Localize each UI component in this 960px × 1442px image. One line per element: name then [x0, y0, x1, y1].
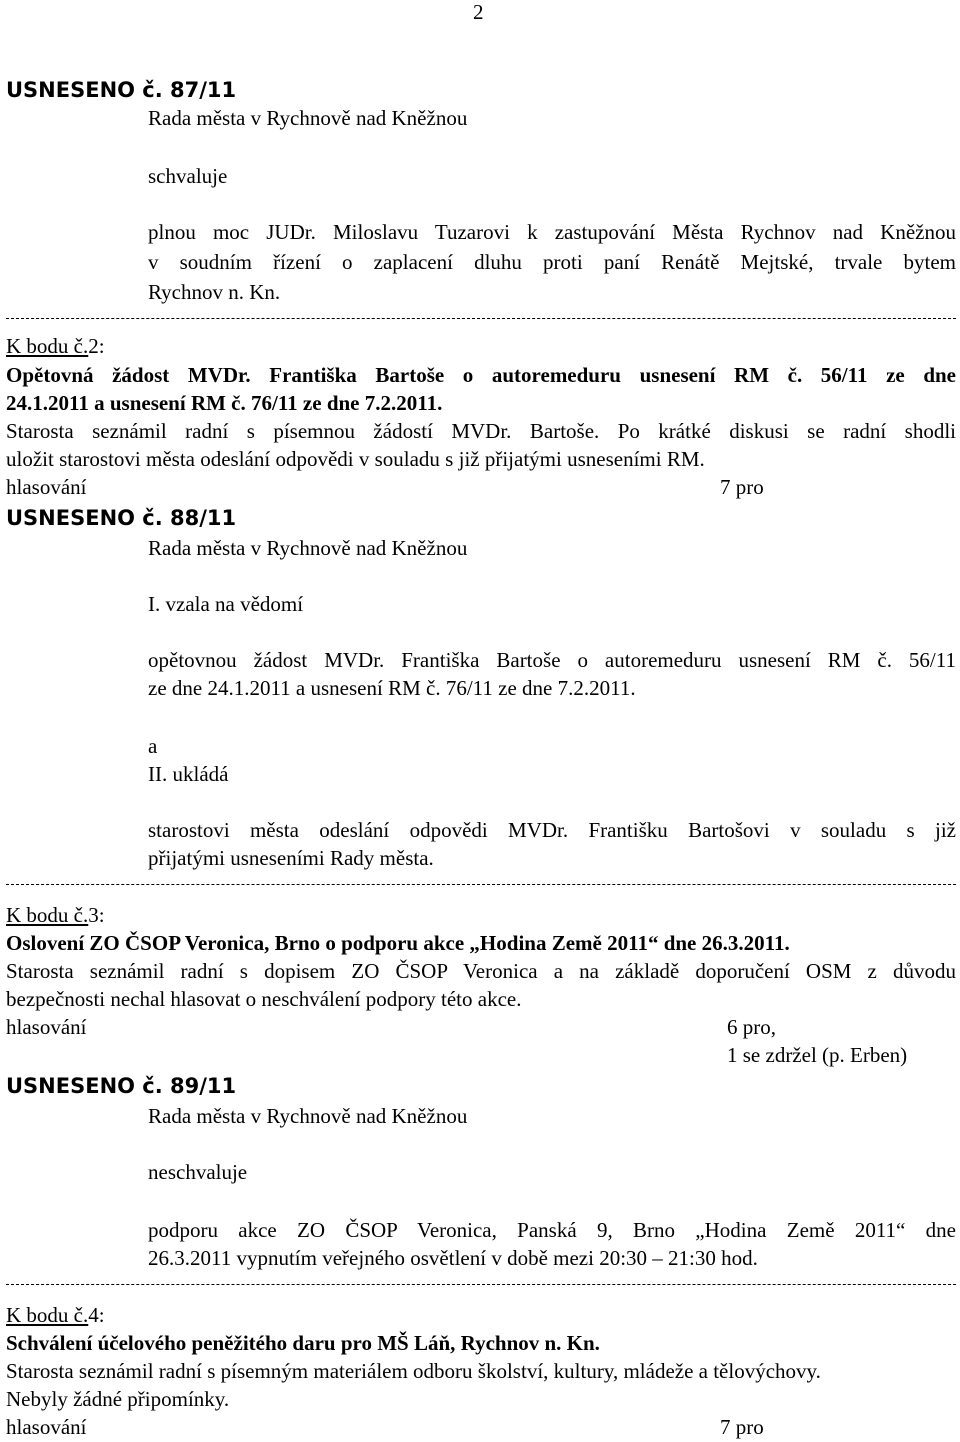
- agenda-item-text: uložit starostovi města odeslání odpovědi v souladu s již přijatými usneseními RM.: [6, 447, 705, 471]
- agenda-item-number: 3:: [88, 903, 105, 927]
- resolution-text-line: 26.3.2011 vypnutím veřejného osvětlení v době mezi 20:30 – 21:30 hod.: [148, 1246, 758, 1270]
- resolution-text-line: starostovi města odeslání odpovědi MVDr. Františku Bartošovi v souladu s již: [148, 818, 956, 842]
- agenda-item-title: 24.1.2011 a usnesení RM č. 76/11 ze dne 7.2.2011.: [6, 391, 443, 415]
- agenda-item-label: [6, 1305, 105, 1326]
- agenda-item-text: Nebyly žádné připomínky.: [6, 1387, 230, 1411]
- agenda-item-label: [6, 905, 105, 926]
- resolution-conjunction: a: [148, 734, 158, 758]
- resolution-verb: schvaluje: [148, 164, 228, 188]
- agenda-item-number: 4:: [88, 1303, 105, 1327]
- agenda-item-text: Starosta seznámil radní s písemnou žádostí MVDr. Bartoše. Po krátké diskusi se radní shodli: [6, 419, 956, 443]
- agenda-item-text: Starosta seznámil radní s dopisem ZO ČSOP Veronica a na základě doporučení OSM z důvodu: [6, 959, 956, 983]
- separator-line: [6, 884, 956, 885]
- vote-label: hlasování: [6, 1015, 87, 1039]
- vote-label: hlasování: [6, 1415, 87, 1439]
- council-name: Rada města v Rychnově nad Kněžnou: [148, 536, 468, 560]
- agenda-item-number: 2:: [88, 334, 105, 358]
- vote-label: hlasování: [6, 475, 87, 499]
- resolution-text-line: plnou moc JUDr. Miloslavu Tuzarovi k zastupování Města Rychnov nad Kněžnou: [148, 220, 956, 244]
- page-number: 2: [473, 0, 484, 24]
- resolution-text-line: podporu akce ZO ČSOP Veronica, Panská 9, Brno „Hodina Země 2011“ dne: [148, 1218, 956, 1242]
- agenda-item-text: Starosta seznámil radní s písemným materiálem odboru školství, kultury, mládeže a tělovýchovy.: [6, 1359, 821, 1383]
- council-name: Rada města v Rychnově nad Kněžnou: [148, 106, 468, 130]
- agenda-item-title: Opětovná žádost MVDr. Františka Bartoše o autoremeduru usnesení RM č. 56/11 ze dne: [6, 363, 956, 387]
- vote-result: 7 pro: [720, 1415, 764, 1439]
- separator-line: [6, 318, 956, 319]
- agenda-item-title: Schválení účelového peněžitého daru pro MŠ Láň, Rychnov n. Kn.: [6, 1331, 600, 1355]
- resolution-text-line: v soudním řízení o zaplacení dluhu proti paní Renátě Mejtské, trvale bytem: [148, 250, 956, 274]
- agenda-item-label: [6, 336, 105, 357]
- agenda-item-prefix: K bodu č.: [6, 1303, 89, 1327]
- resolution-heading-87: USNESENO č. 87/11: [6, 78, 237, 102]
- vote-result: 6 pro,: [727, 1015, 776, 1039]
- resolution-text-line: ze dne 24.1.2011 a usnesení RM č. 76/11 ze dne 7.2.2011.: [148, 676, 636, 700]
- separator-line: [6, 1284, 956, 1285]
- resolution-part-1: I. vzala na vědomí: [148, 592, 304, 616]
- resolution-text-line: opětovnou žádost MVDr. Františka Bartoše o autoremeduru usnesení RM č. 56/11: [148, 648, 956, 672]
- resolution-heading-88: USNESENO č. 88/11: [6, 506, 237, 530]
- council-name: Rada města v Rychnově nad Kněžnou: [148, 1104, 468, 1128]
- agenda-item-prefix: K bodu č.: [6, 334, 89, 358]
- agenda-item-prefix: K bodu č.: [6, 903, 89, 927]
- resolution-text-line: Rychnov n. Kn.: [148, 280, 281, 304]
- resolution-part-2: II. ukládá: [148, 762, 229, 786]
- resolution-heading-89: USNESENO č. 89/11: [6, 1074, 237, 1098]
- vote-abstain: 1 se zdržel (p. Erben): [727, 1043, 908, 1067]
- resolution-text-line: přijatými usneseními Rady města.: [148, 846, 434, 870]
- agenda-item-title: Oslovení ZO ČSOP Veronica, Brno o podporu akce „Hodina Země 2011“ dne 26.3.2011.: [6, 931, 790, 955]
- resolution-verb: neschvaluje: [148, 1160, 248, 1184]
- vote-result: 7 pro: [720, 475, 764, 499]
- agenda-item-text: bezpečnosti nechal hlasovat o neschválení podpory této akce.: [6, 987, 522, 1011]
